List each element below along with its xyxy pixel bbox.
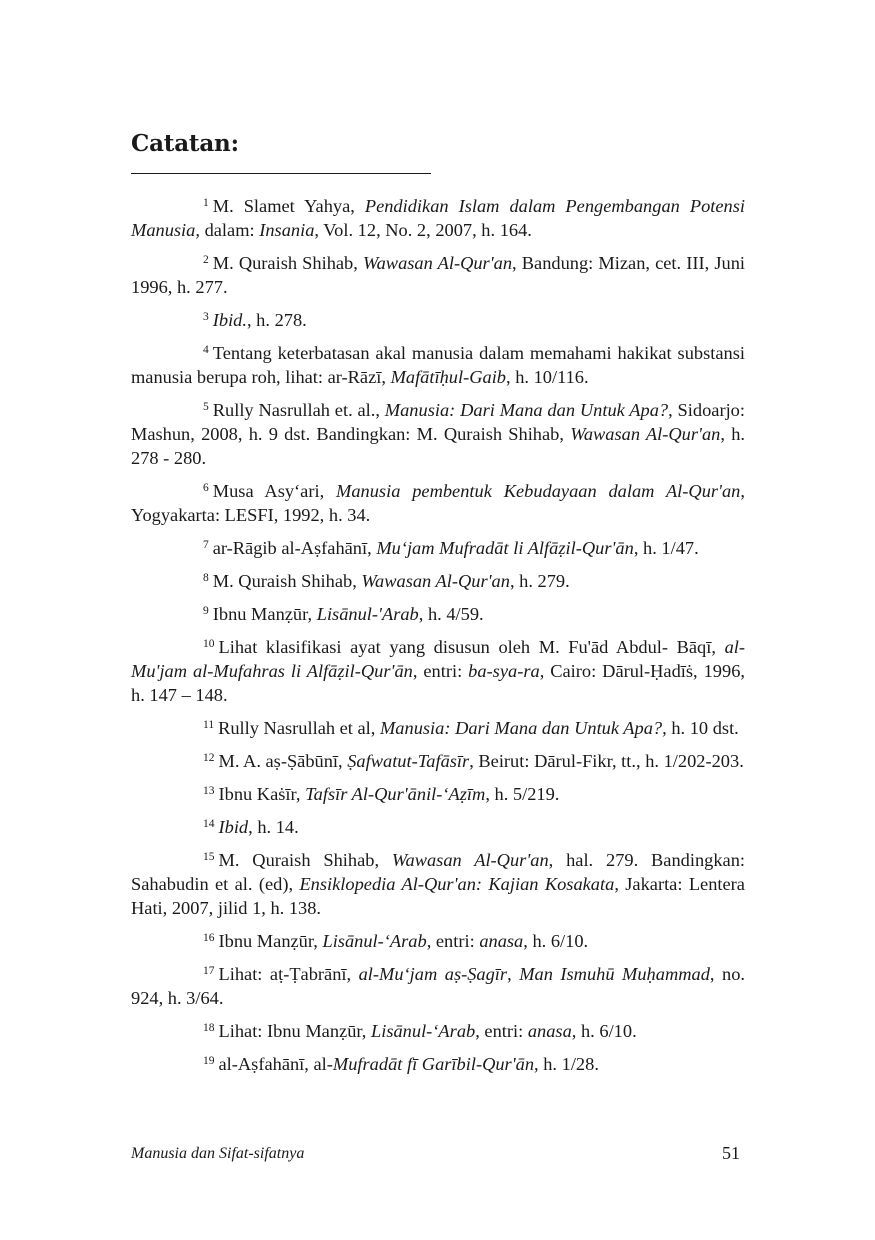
footnote-text: h. 10 dst. [666, 718, 739, 738]
footnote-italic-text: Ibid [218, 817, 249, 837]
footnote-number: 16 [203, 932, 215, 944]
footnote [131, 749, 745, 773]
footnote-italic-text: Tafsīr Al-Qur'ānil-‘Aẓīm [305, 784, 486, 804]
footnote-text: , Cairo: Dārul-Ḥadīṡ, 1996, h. 147 – 148. [131, 661, 745, 705]
footnote-italic-text: Mu‘jam Mufradāt li Alfāẓil-Qur'ān [376, 538, 634, 558]
footnote [131, 1019, 745, 1043]
footnote-italic-text: ba-sya-ra [468, 661, 540, 681]
footnote [131, 782, 745, 806]
footnote-text: , Jakarta: Lentera Hati, 2007, jilid 1, h. 138. [131, 874, 745, 918]
footnote-number: 3 [203, 311, 209, 323]
footnote-text: , h. 278. [246, 310, 307, 330]
footnote-text: Musa Asy‘ari, [212, 481, 337, 501]
footnote-italic-text: Wawasan Al-Qur'an [391, 850, 549, 870]
footnote-number: 7 [203, 539, 209, 551]
footnote-number: 5 [203, 401, 209, 413]
footnote-text: , hal. 279. Bandingkan: Sahabudin et al. (ed), [131, 850, 746, 894]
footnote-text: ar-Rāgib al-Aṣfahānī, [212, 538, 377, 558]
footnote-number: 14 [203, 818, 215, 830]
footnote-text: , h. 6/10. [523, 931, 589, 951]
footnote-number: 15 [203, 851, 215, 863]
footnote-text: , h. 278 - 280. [131, 424, 745, 468]
footnote [131, 479, 745, 527]
footnote [131, 716, 745, 740]
footnote-text: , h. 6/10. [571, 1021, 637, 1041]
footnote-italic-text: Ṣafwatut-Tafāsīr [347, 751, 470, 771]
footnote-text: M. Quraish Shihab, [212, 253, 363, 273]
footnote-text: Tentang keterbatasan akal manusia dalam memahami hakikat substansi manusia berupa roh, lihat: ar-Rāzī, [131, 343, 745, 387]
footnote-text: Lihat: aṭ-Ṭabrānī, [218, 964, 359, 984]
footnote-text: , h. 1/28. [534, 1054, 599, 1074]
footnote-text: M. Slamet Yahya, [212, 196, 365, 216]
footnote-text: Ibnu Manẓūr, [218, 931, 323, 951]
footnote-text: , no. 924, h. 3/64. [131, 964, 745, 1008]
heading-rule [131, 173, 431, 174]
footnote-text: Lihat klasifikasi ayat yang disusun oleh M. Fu'ād Abdul- Bāqī, [218, 637, 725, 657]
footnote-text: , h. 5/219. [485, 784, 560, 804]
footnote-italic-text: Wawasan Al-Qur'an [570, 424, 721, 444]
footnote-italic-text: Manusia: Dari Mana dan Untuk Apa?, [379, 718, 667, 738]
footnote-italic-text: Lisānul-'Arab [316, 604, 419, 624]
section-heading: Catatan: [131, 130, 239, 157]
footnote-text: , h. 1/47. [633, 538, 699, 558]
footnote-italic-text: al-Mu‘jam aṣ-Ṣagīr [358, 964, 508, 984]
footnote-text: , h. 14. [248, 817, 299, 837]
footnote-number: 13 [203, 785, 215, 797]
footnote [131, 194, 745, 242]
footnote-italic-text: Mafātīḥul-Gaib [390, 367, 507, 387]
footnote-number: 2 [203, 254, 209, 266]
footnote-text: al-Aṣfahānī, al- [218, 1054, 333, 1074]
footnote-italic-text: Ibid. [212, 310, 247, 330]
footnote-text: Rully Nasrullah et al, [218, 718, 380, 738]
footnote-italic-text: Insania [259, 220, 315, 240]
footnote [131, 962, 745, 1010]
footnote-italic-text: Lisānul-‘Arab [322, 931, 427, 951]
footnote-italic-text: Man Ismuhū Muḥammad [519, 964, 710, 984]
footnote-text: , Sidoarjo: Mashun, 2008, h. 9 dst. Bandingkan: M. Quraish Shihab, [131, 400, 745, 444]
footnote-number: 4 [203, 344, 209, 356]
footnote-number: 19 [203, 1055, 215, 1067]
footnote [131, 308, 745, 332]
running-footer-title: Manusia dan Sifat-sifatnya [131, 1145, 305, 1162]
page-number: 51 [722, 1143, 740, 1163]
footnote-italic-text: Mufradāt fī Garībil-Qur'ān [332, 1054, 535, 1074]
footnote-text: , h. 4/59. [418, 604, 484, 624]
footnote-text: , Yogyakarta: LESFI, 1992, h. 34. [131, 481, 745, 525]
footnote [131, 341, 745, 389]
footnote-text: , Vol. 12, No. 2, 2007, h. 164. [314, 220, 532, 240]
footnote-text: Rully Nasrullah et. al., [212, 400, 385, 420]
footnote [131, 848, 745, 920]
footnote-text: , entri: [475, 1021, 528, 1041]
footnote-text: , entri: [426, 931, 480, 951]
footnote-text: , Beirut: Dārul-Fikr, tt., h. 1/202-203. [469, 751, 744, 771]
footnote-number: 6 [203, 482, 209, 494]
footnote-italic-text: al-Mu'jam al-Mufahras li Alfāẓil-Qur'ān [131, 637, 745, 681]
footnote-italic-text: Wawasan Al-Qur'an [361, 571, 510, 591]
footnote-number: 17 [203, 965, 215, 977]
footnote-text: , h. 10/116. [506, 367, 589, 387]
footnote-number: 10 [203, 638, 215, 650]
footnote-italic-text: Wawasan Al-Qur'an [362, 253, 513, 273]
footnote [131, 815, 745, 839]
footnote [131, 635, 745, 707]
footnote-text: , [507, 964, 520, 984]
footnote-italic-text: Ensiklopedia Al-Qur'an: Kajian Kosakata [299, 874, 615, 894]
footnote-italic-text: Manusia pembentuk Kebudayaan dalam Al-Qur'an [336, 481, 741, 501]
footnote [131, 536, 745, 560]
footnote-text: M. A. aṣ-Ṣābūnī, [218, 751, 348, 771]
footnote-italic-text: Manusia: Dari Mana dan Untuk Apa? [384, 400, 669, 420]
footnote-text: Ibnu Kaṡīr, [218, 784, 306, 804]
footnote-number: 8 [203, 572, 209, 584]
footnote-text: , entri: [412, 661, 469, 681]
footnote [131, 1052, 745, 1076]
footnote-number: 11 [203, 719, 215, 731]
footnote-italic-text: anasa [527, 1021, 572, 1041]
footnote-text: , h. 279. [509, 571, 570, 591]
footnote-number: 12 [203, 752, 215, 764]
footnote-text: M. Quraish Shihab, [218, 850, 392, 870]
footnote-italic-text: anasa [479, 931, 524, 951]
footnote-text: , Bandung: Mizan, cet. III, Juni 1996, h. 277. [131, 253, 746, 297]
footnote [131, 929, 745, 953]
footnote [131, 251, 745, 299]
footnote-number: 1 [203, 197, 209, 209]
footnote-text: M. Quraish Shihab, [212, 571, 362, 591]
footnote-text: dalam: [199, 220, 260, 240]
footnote [131, 398, 745, 470]
footnote-text: Ibnu Manẓūr, [212, 604, 317, 624]
footnote-text: Lihat: Ibnu Manẓūr, [218, 1021, 371, 1041]
footnote-list [131, 194, 745, 1085]
footnote-italic-text: Pendidikan Islam dalam Pengembangan Potensi Manusia, [131, 196, 745, 240]
footnote-number: 18 [203, 1022, 215, 1034]
footnote [131, 602, 745, 626]
footnote-number: 9 [203, 605, 209, 617]
footnote [131, 569, 745, 593]
footnote-italic-text: Lisānul-‘Arab [370, 1021, 476, 1041]
